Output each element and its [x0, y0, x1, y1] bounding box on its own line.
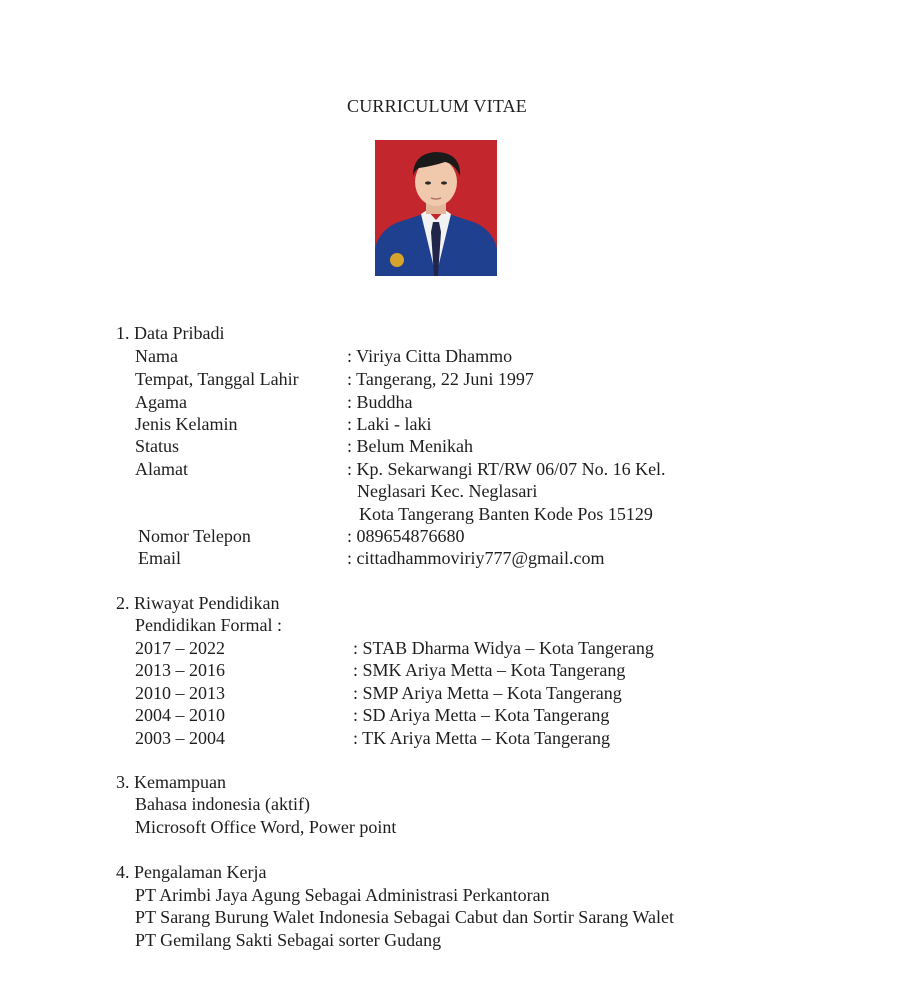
experience-item: PT Arimbi Jaya Agung Sebagai Administrasi Perkantoran	[135, 885, 550, 905]
label-tempat-tanggal-lahir: Tempat, Tanggal Lahir	[135, 369, 299, 389]
profile-photo	[375, 140, 497, 276]
label-status: Status	[135, 436, 180, 456]
value-alamat-line-2: Neglasari Kec. Neglasari	[357, 481, 538, 501]
value-nama: : Viriya Citta Dhammo	[347, 346, 513, 366]
education-school: : SMK Ariya Metta – Kota Tangerang	[353, 660, 626, 680]
education-years: 2013 – 2016	[135, 660, 225, 680]
value-email: : cittadhammoviriy777@gmail.com	[347, 548, 605, 568]
person-photo-icon	[375, 140, 497, 276]
value-nomor-telepon: : 089654876680	[347, 526, 465, 546]
value-agama: : Buddha	[347, 392, 413, 412]
education-years: 2004 – 2010	[135, 705, 225, 725]
section-heading-experience: 4. Pengalaman Kerja	[116, 862, 267, 882]
value-jenis-kelamin: : Laki - laki	[347, 414, 432, 434]
education-years: 2003 – 2004	[135, 728, 225, 748]
section-heading-skills: 3. Kemampuan	[116, 772, 226, 792]
value-alamat-line-3: Kota Tangerang Banten Kode Pos 15129	[359, 504, 653, 524]
label-nomor-telepon: Nomor Telepon	[138, 526, 251, 546]
education-years: 2010 – 2013	[135, 683, 225, 703]
page-title: CURRICULUM VITAE	[347, 96, 527, 116]
label-nama: Nama	[135, 346, 178, 366]
label-alamat: Alamat	[135, 459, 188, 479]
label-jenis-kelamin: Jenis Kelamin	[135, 414, 238, 434]
education-school: : TK Ariya Metta – Kota Tangerang	[353, 728, 611, 748]
education-years: 2017 – 2022	[135, 638, 225, 658]
education-school: : SD Ariya Metta – Kota Tangerang	[353, 705, 610, 725]
skill-item: Bahasa indonesia (aktif)	[135, 794, 310, 814]
value-alamat: : Kp. Sekarwangi RT/RW 06/07 No. 16 Kel.	[347, 459, 666, 479]
experience-item: PT Sarang Burung Walet Indonesia Sebagai Cabut dan Sortir Sarang Walet	[135, 907, 674, 927]
label-email: Email	[138, 548, 181, 568]
section-heading-education: 2. Riwayat Pendidikan	[116, 593, 280, 613]
skill-item: Microsoft Office Word, Power point	[135, 817, 397, 837]
value-tempat-tanggal-lahir: : Tangerang, 22 Juni 1997	[347, 369, 534, 389]
education-school: : SMP Ariya Metta – Kota Tangerang	[353, 683, 622, 703]
education-school: : STAB Dharma Widya – Kota Tangerang	[353, 638, 654, 658]
section-heading-personal: 1. Data Pribadi	[116, 323, 225, 343]
experience-item: PT Gemilang Sakti Sebagai sorter Gudang	[135, 930, 442, 950]
value-status: : Belum Menikah	[347, 436, 473, 456]
label-agama: Agama	[135, 392, 187, 412]
education-subheading: Pendidikan Formal :	[135, 615, 282, 635]
